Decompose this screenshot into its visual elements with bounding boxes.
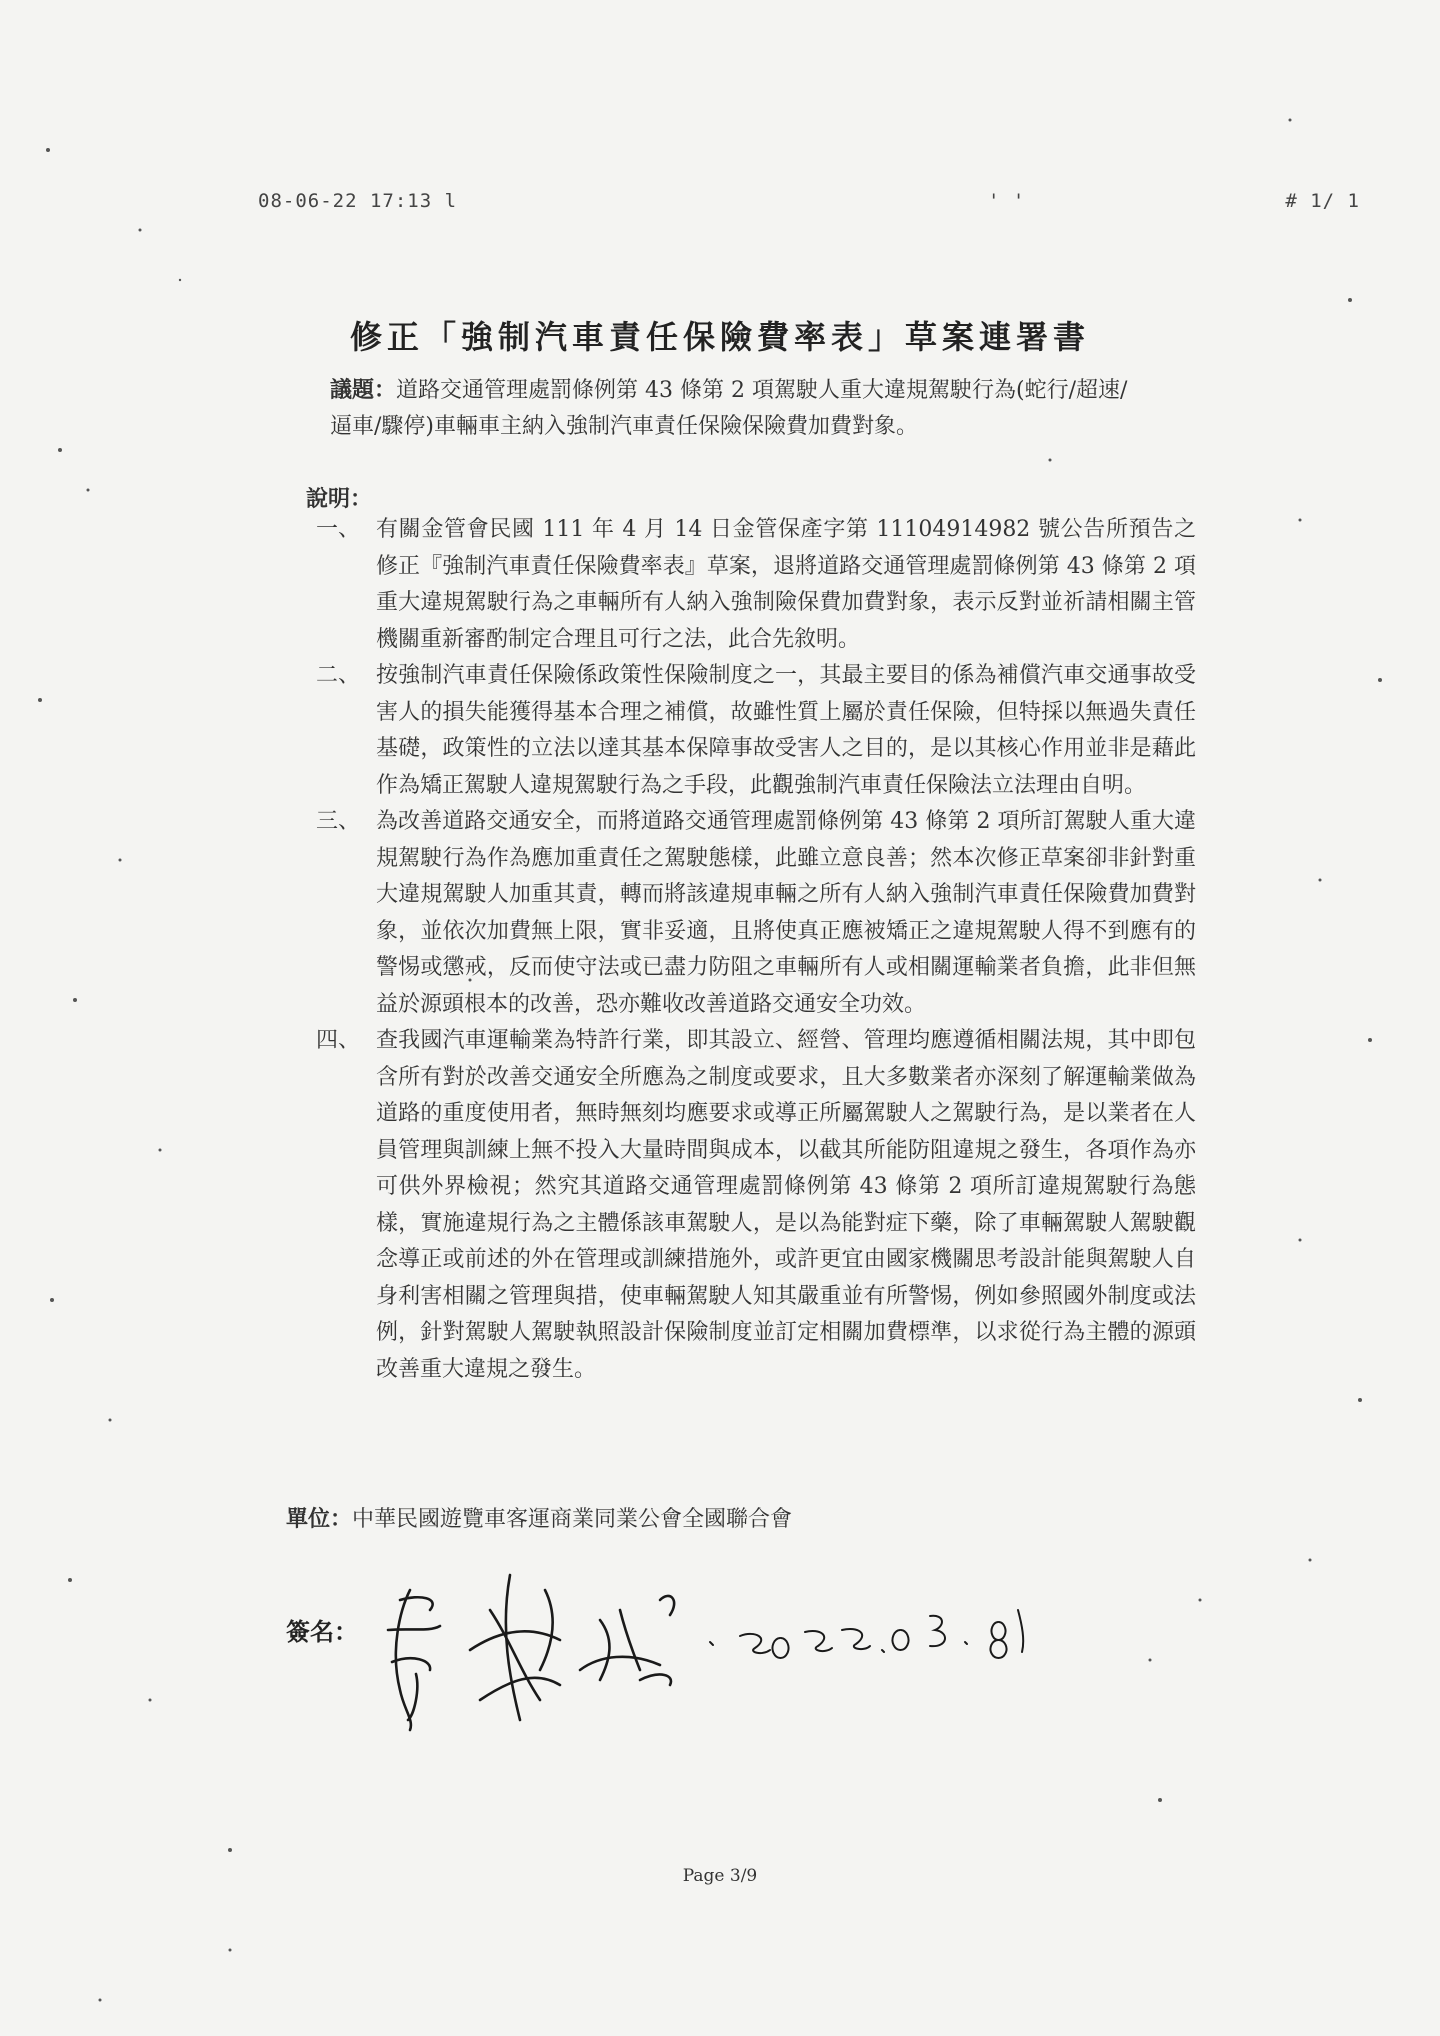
list-item	[316, 1023, 1196, 1388]
fax-page-count: # 1/ 1	[1285, 190, 1360, 212]
unit-line	[286, 1502, 792, 1533]
subject-paragraph	[330, 372, 1130, 445]
page-number: Page 3/9	[682, 1866, 758, 1886]
subject-label: 議題：	[330, 377, 397, 403]
fax-mark: ' '	[988, 190, 1026, 212]
signature-label: 簽名：	[286, 1617, 358, 1646]
list-item	[316, 804, 1196, 1023]
item-text: 為改善道路交通安全，而將道路交通管理處罰條例第 43 條第 2 項所訂駕駛人重大違規駕駛行為作為應加重責任之駕駛態樣，此雖立意良善；然本次修正草案卻非針對重大違規駕駛人加重其責，轉而將該違規車輛之所有人納入強制汽車責任保險費加費對象，並依次加費無上限，實非妥適，且將使真正應被矯正之違規駕駛人得不到應有的警惕或懲戒，反而使守法或已盡力防阻之車輛所有人或相關運輸業者負擔，此非但無益於源頭根本的改善，恐亦難收改善道路交通安全功效。	[376, 809, 1196, 1017]
unit-value: 中華民國遊覽車客運商業同業公會全國聯合會	[352, 1507, 793, 1532]
notes-list	[316, 512, 1196, 1388]
item-text: 查我國汽車運輸業為特許行業，即其設立、經營、管理均應遵循相關法規，其中即包含所有對於改善交通安全所應為之制度或要求，且大多數業者亦深刻了解運輸業做為道路的重度使用者，無時無刻均應要求或導正所屬駕駛人之駕駛行為，是以業者在人員管理與訓練上無不投入大量時間與成本，以截其所能防阻違規之發生，各項作為亦可供外界檢視；然究其道路交通管理處罰條例第 43 條第 2 項所訂違規駕駛行為態樣，實施違規行為之主體係該車駕駛人，是以為能對症下藥，除了車輛駕駛人駕駛觀念導正或前述的外在管理或訓練措施外，或許更宜由國家機關思考設計能與駕駛人自身利害相關之管理與措，使車輛駕駛人知其嚴重並有所警惕，例如參照國外制度或法例，針對駕駛人駕駛執照設計保險制度並訂定相關加費標準，以求從行為主體的源頭改善重大違規之發生。	[376, 1028, 1196, 1382]
item-text: 按強制汽車責任保險係政策性保險制度之一，其最主要目的係為補償汽車交通事故受害人的損失能獲得基本合理之補償，故雖性質上屬於責任保險，但特採以無過失責任基礎，政策性的立法以達其基本保障事故受害人之目的，是以其核心作用並非是藉此作為矯正駕駛人違規駕駛行為之手段，此觀強制汽車責任保險法立法理由自明。	[376, 663, 1196, 798]
list-item	[316, 512, 1196, 658]
item-number: 三、	[316, 809, 361, 834]
item-number: 四、	[316, 1028, 361, 1053]
fax-timestamp: 08-06-22 17:13 l	[258, 190, 458, 212]
handwritten-signature	[370, 1570, 1090, 1740]
page-title: 修正「強制汽車責任保險費率表」草案連署書	[349, 318, 1090, 356]
item-number: 二、	[316, 663, 361, 688]
item-number: 一、	[316, 517, 361, 542]
notes-heading: 說明：	[306, 486, 373, 512]
unit-label: 單位：	[286, 1506, 353, 1532]
subject-text: 道路交通管理處罰條例第 43 條第 2 項駕駛人重大違規駕駛行為(蛇行/超速/逼車/驟停)車輛車主納入強制汽車責任保險保險費加費對象。	[330, 378, 1128, 439]
fax-header	[258, 190, 1360, 220]
item-text: 有關金管會民國 111 年 4 月 14 日金管保產字第 11104914982 號公告所預告之修正『強制汽車責任保險費率表』草案，退將道路交通管理處罰條例第 43 條第 2 項重大違規駕駛行為之車輛所有人納入強制險保費加費對象，表示反對並祈請相關主管機關重新審酌制定合理且可行之法，此合先敘明。	[376, 517, 1196, 652]
list-item	[316, 658, 1196, 804]
